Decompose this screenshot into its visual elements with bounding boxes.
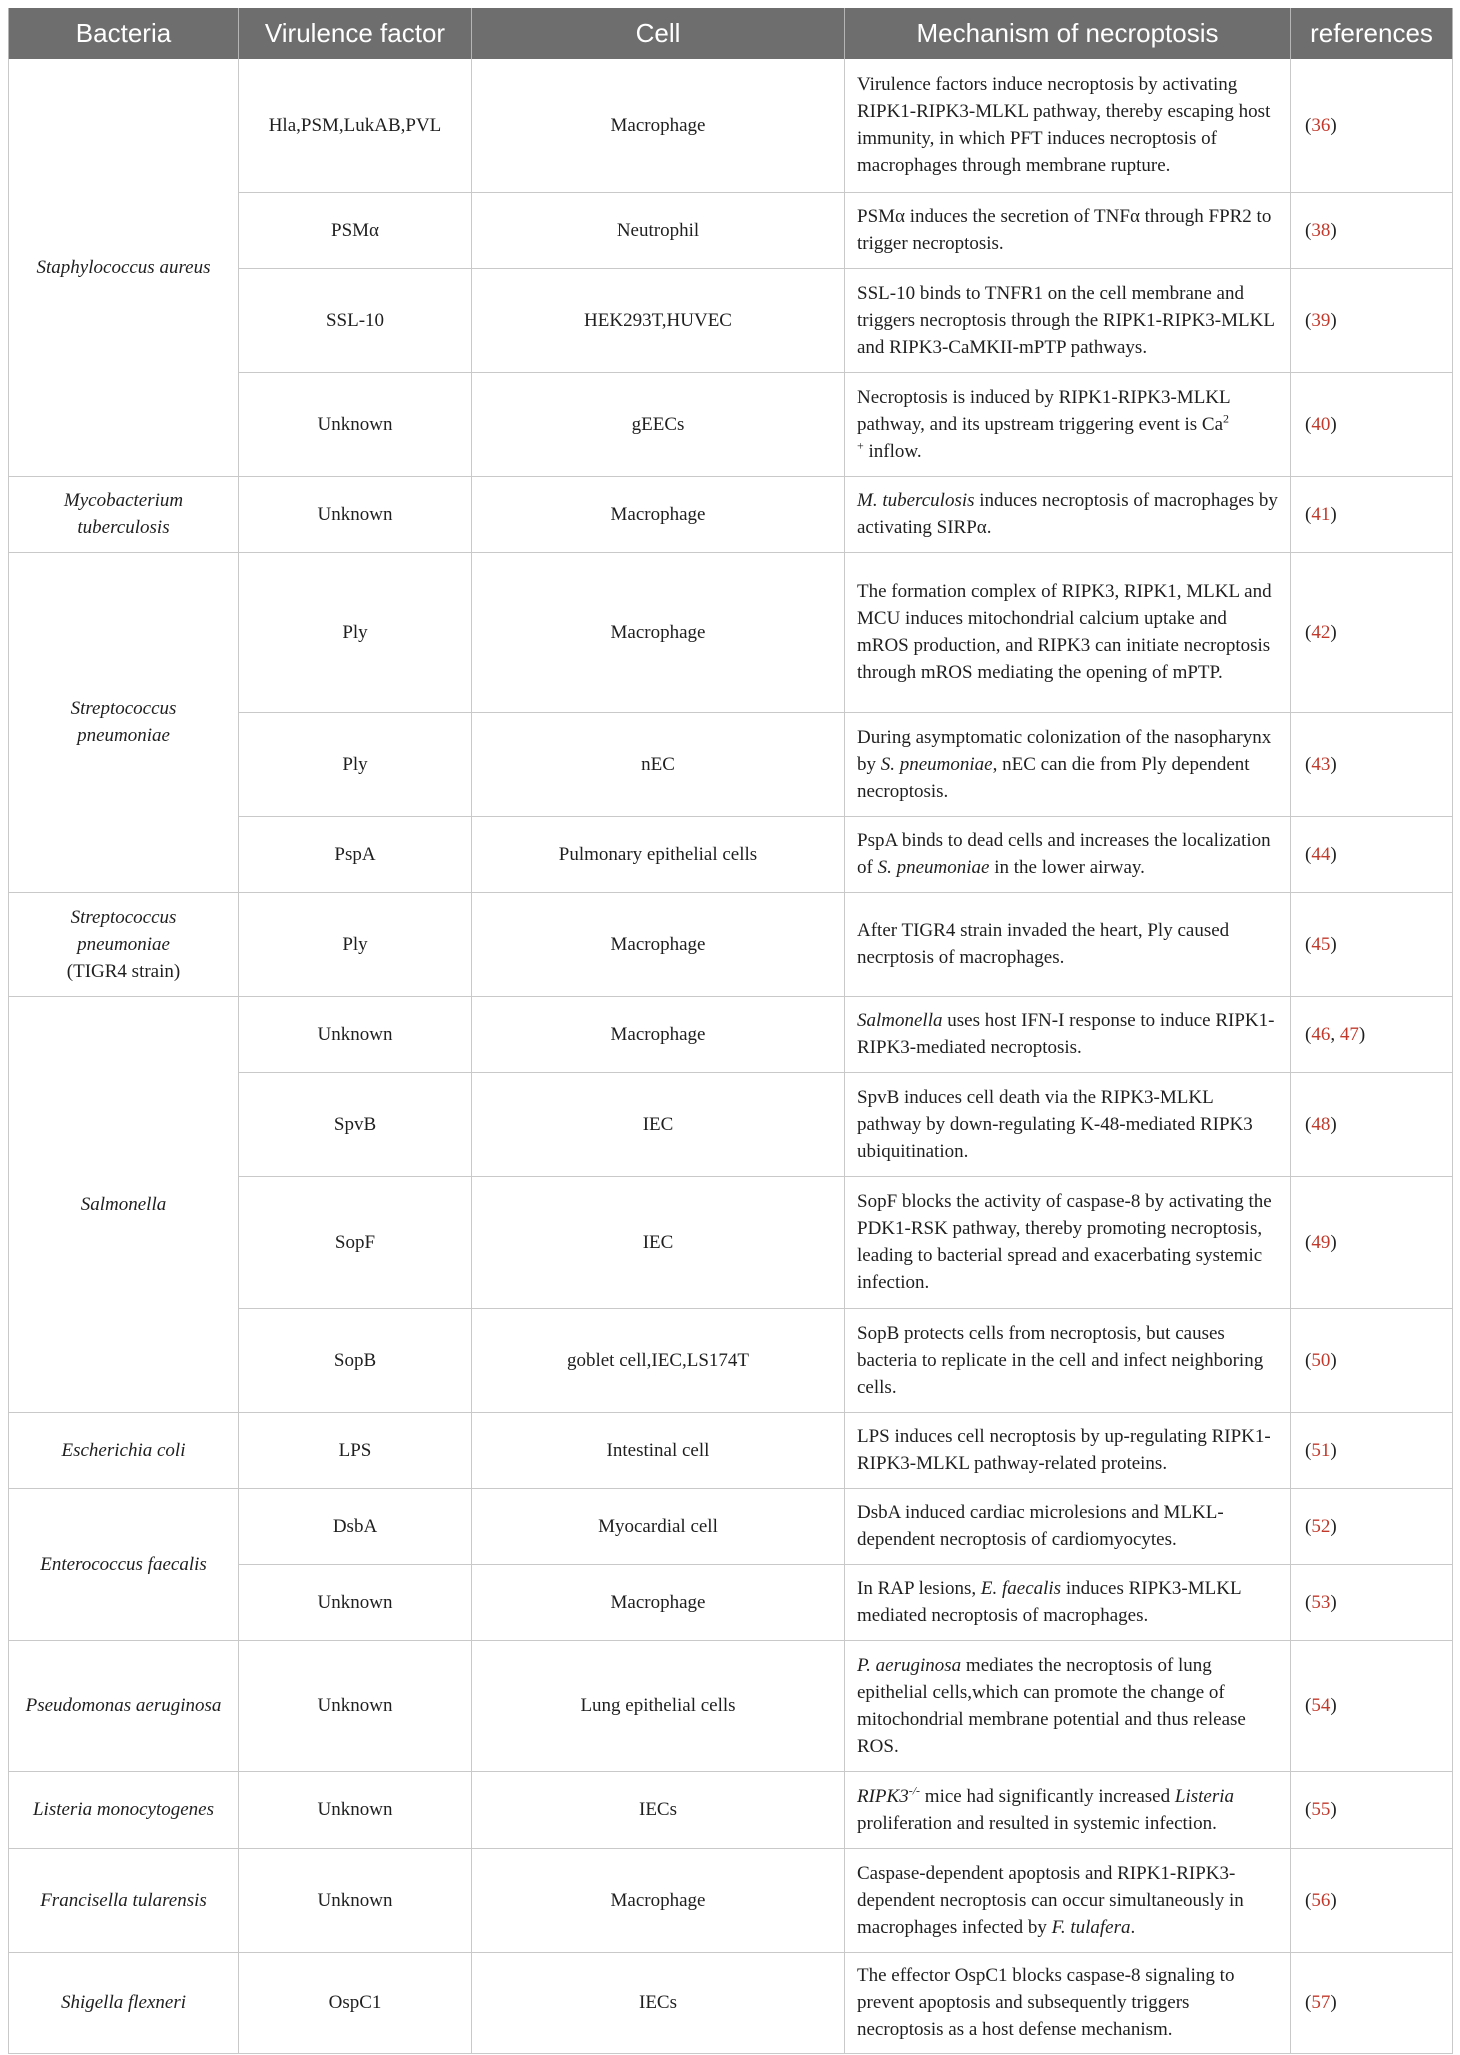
mechanism-cell: M. tuberculosis induces necroptosis of macrophages by activating SIRPα. xyxy=(845,476,1291,552)
reference-link[interactable]: 46 xyxy=(1311,1023,1331,1045)
virulence-factor-cell: Hla,PSM,LukAB,PVL xyxy=(239,59,472,192)
cell-type-cell: IEC xyxy=(472,1176,845,1308)
reference-cell: (53) xyxy=(1291,1564,1453,1640)
virulence-factor-cell: OspC1 xyxy=(239,1952,472,2053)
mechanism-cell: Necroptosis is induced by RIPK1-RIPK3-MLKL pathway, and its upstream triggering event is Ca$^2$ + inflow. xyxy=(845,372,1291,476)
bacteria-cell: Salmonella xyxy=(9,996,239,1412)
mechanism-cell: Salmonella uses host IFN-I response to induce RIPK1-RIPK3-mediated necroptosis. xyxy=(845,996,1291,1072)
cell-type-cell: Macrophage xyxy=(472,1564,845,1640)
virulence-factor-table xyxy=(8,8,1453,2054)
mechanism-cell: DsbA induced cardiac microlesions and MLKL-dependent necroptosis of cardiomyocytes. xyxy=(845,1488,1291,1564)
table-row xyxy=(9,1488,1453,1564)
reference-link[interactable]: 54 xyxy=(1311,1695,1331,1716)
bacteria-cell: Shigella flexneri xyxy=(9,1952,239,2053)
table-row xyxy=(9,552,1453,712)
table-row xyxy=(9,1640,1453,1771)
reference-cell: (38) xyxy=(1291,192,1453,268)
table-wrapper xyxy=(8,8,1452,2054)
virulence-factor-cell: PspA xyxy=(239,816,472,892)
cell-type-cell: Macrophage xyxy=(472,996,845,1072)
table-row xyxy=(9,892,1453,996)
bacteria-cell: Mycobacterium tuberculosis xyxy=(9,476,239,552)
bacteria-cell: Streptococcus pneumoniae (TIGR4 strain) xyxy=(9,892,239,996)
virulence-factor-cell: DsbA xyxy=(239,1488,472,1564)
virulence-factor-cell: Unknown xyxy=(239,476,472,552)
reference-cell: (43) xyxy=(1291,712,1453,816)
mechanism-cell: The effector OspC1 blocks caspase-8 signaling to prevent apoptosis and subsequently triggers necroptosis as a host defense mechanism. xyxy=(845,1952,1291,2053)
reference-cell: (40) xyxy=(1291,372,1453,476)
cell-type-cell: goblet cell,IEC,LS174T xyxy=(472,1308,845,1412)
cell-type-cell: Macrophage xyxy=(472,59,845,192)
cell-type-cell: Macrophage xyxy=(472,892,845,996)
mechanism-cell: SopF blocks the activity of caspase-8 by activating the PDK1-RSK pathway, thereby promoting necroptosis, leading to bacterial spread and exacerbating systemic infection. xyxy=(845,1176,1291,1308)
table-row xyxy=(9,1952,1453,2053)
reference-link[interactable]: 41 xyxy=(1311,503,1331,525)
header-bacteria: Bacteria xyxy=(9,8,239,59)
cell-type-cell: IECs xyxy=(472,1952,845,2053)
reference-cell: (42) xyxy=(1291,552,1453,712)
cell-type-cell: gEECs xyxy=(472,372,845,476)
bacteria-cell: Enterococcus faecalis xyxy=(9,1488,239,1640)
reference-cell: (45) xyxy=(1291,892,1453,996)
virulence-factor-cell: SopF xyxy=(239,1176,472,1308)
reference-cell: (39) xyxy=(1291,268,1453,372)
reference-cell: (49) xyxy=(1291,1176,1453,1308)
reference-link[interactable]: 39 xyxy=(1311,309,1331,331)
cell-type-cell: Macrophage xyxy=(472,1848,845,1952)
reference-link[interactable]: 38 xyxy=(1311,219,1331,241)
mechanism-cell: RIPK3-/- mice had significantly increased Listeria proliferation and resulted in systemic infection. xyxy=(845,1771,1291,1848)
reference-cell: (36) xyxy=(1291,59,1453,192)
virulence-factor-cell: SopB xyxy=(239,1308,472,1412)
header-references: references xyxy=(1291,8,1453,59)
table-row xyxy=(9,1412,1453,1488)
cell-type-cell: Myocardial cell xyxy=(472,1488,845,1564)
mechanism-cell: PspA binds to dead cells and increases the localization of S. pneumoniae in the lower airway. xyxy=(845,816,1291,892)
reference-link[interactable]: 56 xyxy=(1311,1889,1331,1911)
reference-link[interactable]: 57 xyxy=(1311,1992,1331,2013)
cell-type-cell: nEC xyxy=(472,712,845,816)
header-mechanism: Mechanism of necroptosis xyxy=(845,8,1291,59)
header-cell: Cell xyxy=(472,8,845,59)
reference-cell: (55) xyxy=(1291,1771,1453,1848)
mechanism-cell: Caspase-dependent apoptosis and RIPK1-RIPK3-dependent necroptosis can occur simultaneously in macrophages infected by F. tulafera. xyxy=(845,1848,1291,1952)
reference-link[interactable]: 36 xyxy=(1311,114,1331,136)
mechanism-cell: After TIGR4 strain invaded the heart, Ply caused necrptosis of macrophages. xyxy=(845,892,1291,996)
reference-link[interactable]: 51 xyxy=(1311,1439,1331,1461)
mechanism-cell: SopB protects cells from necroptosis, but causes bacteria to replicate in the cell and infect neighboring cells. xyxy=(845,1308,1291,1412)
reference-cell: (48) xyxy=(1291,1072,1453,1176)
bacteria-cell: Listeria monocytogenes xyxy=(9,1771,239,1848)
reference-link[interactable]: 52 xyxy=(1311,1515,1331,1537)
table-row xyxy=(9,59,1453,192)
mechanism-cell: Virulence factors induce necroptosis by activating RIPK1-RIPK3-MLKL pathway, thereby escaping host immunity, in which PFT induces necroptosis of macrophages through membrane rupture. xyxy=(845,59,1291,192)
reference-cell: (46, 47) xyxy=(1291,996,1453,1072)
mechanism-cell: During asymptomatic colonization of the nasopharynx by S. pneumoniae, nEC can die from Ply dependent necroptosis. xyxy=(845,712,1291,816)
virulence-factor-cell: SSL-10 xyxy=(239,268,472,372)
table-row xyxy=(9,996,1453,1072)
bacteria-cell: Streptococcus pneumoniae xyxy=(9,552,239,892)
reference-link[interactable]: 45 xyxy=(1311,933,1331,955)
table-row xyxy=(9,1771,1453,1848)
reference-link[interactable]: 43 xyxy=(1311,753,1331,775)
reference-cell: (41) xyxy=(1291,476,1453,552)
virulence-factor-cell: Ply xyxy=(239,552,472,712)
cell-type-cell: IEC xyxy=(472,1072,845,1176)
reference-link[interactable]: 50 xyxy=(1311,1349,1331,1371)
cell-type-cell: Lung epithelial cells xyxy=(472,1640,845,1771)
reference-cell: (51) xyxy=(1291,1412,1453,1488)
bacteria-cell: Staphylococcus aureus xyxy=(9,59,239,476)
cell-type-cell: Macrophage xyxy=(472,476,845,552)
mechanism-cell: PSMα induces the secretion of TNFα through FPR2 to trigger necroptosis. xyxy=(845,192,1291,268)
mechanism-cell: The formation complex of RIPK3, RIPK1, MLKL and MCU induces mitochondrial calcium uptake and mROS production, and RIPK3 can initiate necroptosis through mROS mediating the opening of mPTP. xyxy=(845,552,1291,712)
header-virulence-factor: Virulence factor xyxy=(239,8,472,59)
virulence-factor-cell: Ply xyxy=(239,712,472,816)
reference-link[interactable]: 40 xyxy=(1311,413,1331,435)
bacteria-cell: Pseudomonas aeruginosa xyxy=(9,1640,239,1771)
reference-link[interactable]: 42 xyxy=(1311,621,1331,643)
mechanism-cell: In RAP lesions, E. faecalis induces RIPK3-MLKL mediated necroptosis of macrophages. xyxy=(845,1564,1291,1640)
reference-link[interactable]: 48 xyxy=(1311,1113,1331,1135)
virulence-factor-cell: Unknown xyxy=(239,1771,472,1848)
mechanism-cell: P. aeruginosa mediates the necroptosis of lung epithelial cells,which can promote the change of mitochondrial membrane potential and thus release ROS. xyxy=(845,1640,1291,1771)
reference-cell: (57) xyxy=(1291,1952,1453,2053)
virulence-factor-cell: SpvB xyxy=(239,1072,472,1176)
virulence-factor-cell: Unknown xyxy=(239,1564,472,1640)
reference-cell: (54) xyxy=(1291,1640,1453,1771)
mechanism-cell: SpvB induces cell death via the RIPK3-MLKL pathway by down-regulating K-48-mediated RIPK3 ubiquitination. xyxy=(845,1072,1291,1176)
bacteria-cell: Francisella tularensis xyxy=(9,1848,239,1952)
table-row xyxy=(9,476,1453,552)
reference-link[interactable]: 55 xyxy=(1311,1799,1331,1820)
cell-type-cell: Neutrophil xyxy=(472,192,845,268)
reference-cell: (44) xyxy=(1291,816,1453,892)
table-header-row xyxy=(9,8,1453,59)
virulence-factor-cell: LPS xyxy=(239,1412,472,1488)
cell-type-cell: Pulmonary epithelial cells xyxy=(472,816,845,892)
reference-link[interactable]: 53 xyxy=(1311,1591,1331,1613)
virulence-factor-cell: Unknown xyxy=(239,1848,472,1952)
cell-type-cell: IECs xyxy=(472,1771,845,1848)
virulence-factor-cell: PSMα xyxy=(239,192,472,268)
reference-cell: (52) xyxy=(1291,1488,1453,1564)
virulence-factor-cell: Ply xyxy=(239,892,472,996)
mechanism-cell: SSL-10 binds to TNFR1 on the cell membrane and triggers necroptosis through the RIPK1-RIPK3-MLKL and RIPK3-CaMKII-mPTP pathways. xyxy=(845,268,1291,372)
reference-link[interactable]: 44 xyxy=(1311,843,1331,865)
reference-link[interactable]: 49 xyxy=(1311,1231,1331,1253)
virulence-factor-cell: Unknown xyxy=(239,372,472,476)
virulence-factor-cell: Unknown xyxy=(239,1640,472,1771)
virulence-factor-cell: Unknown xyxy=(239,996,472,1072)
reference-cell: (56) xyxy=(1291,1848,1453,1952)
mechanism-cell: LPS induces cell necroptosis by up-regulating RIPK1-RIPK3-MLKL pathway-related proteins. xyxy=(845,1412,1291,1488)
reference-cell: (50) xyxy=(1291,1308,1453,1412)
bacteria-cell: Escherichia coli xyxy=(9,1412,239,1488)
table-row xyxy=(9,1848,1453,1952)
cell-type-cell: Macrophage xyxy=(472,552,845,712)
cell-type-cell: Intestinal cell xyxy=(472,1412,845,1488)
cell-type-cell: HEK293T,HUVEC xyxy=(472,268,845,372)
reference-link[interactable]: 47 xyxy=(1339,1023,1359,1045)
